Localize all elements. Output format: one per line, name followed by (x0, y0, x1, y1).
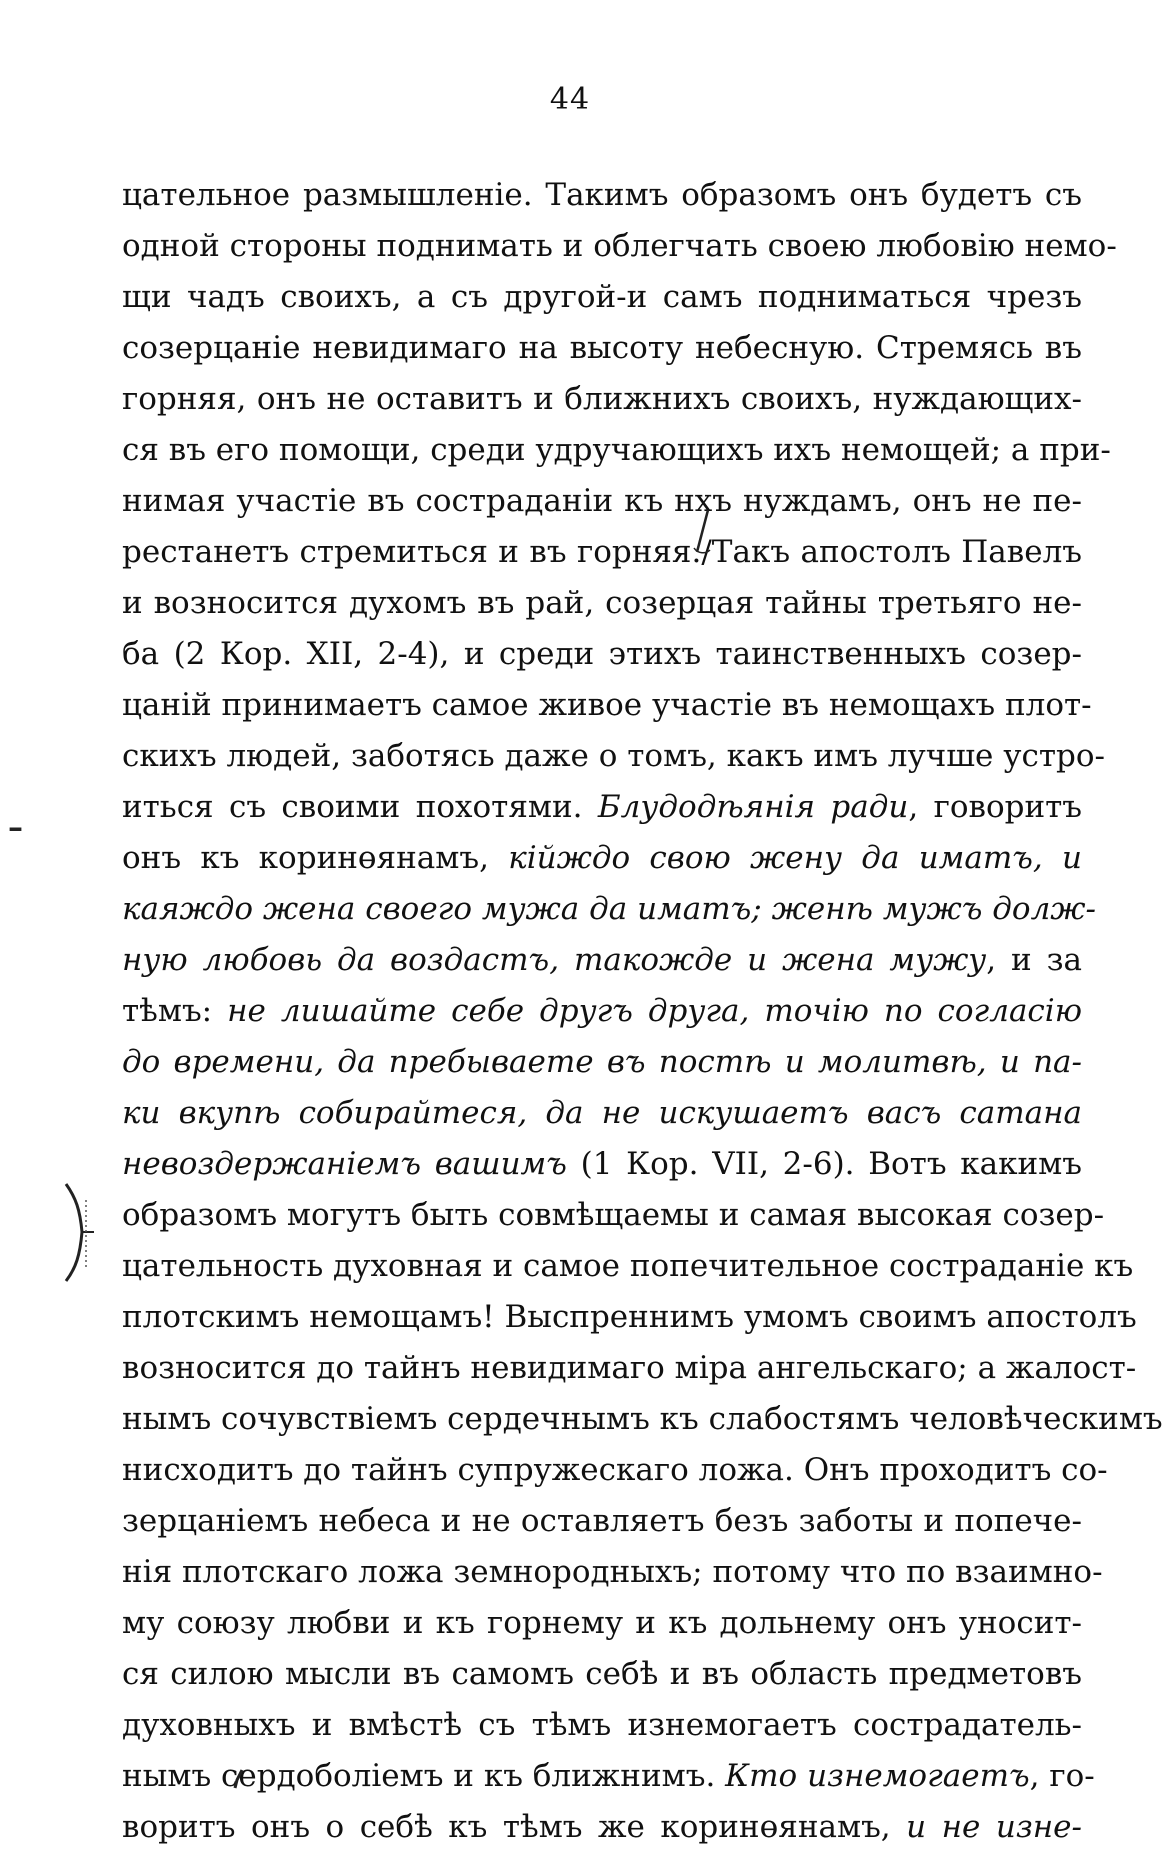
text-segment: скихъ людей, заботясь даже о томъ, какъ имъ лучше устро- (122, 738, 1105, 774)
italic-quote-segment: до времени, да пребываете въ постѣ и молитвѣ, и па- (122, 1044, 1082, 1080)
text-segment: нимая участіе въ состраданіи къ нхъ нуждамъ, онъ не пе- (122, 483, 1082, 519)
text-line (122, 629, 1082, 680)
text-segment: воритъ онъ о себѣ къ тѣмъ же коринөянамъ, (122, 1809, 907, 1845)
text-segment: , говоритъ (908, 789, 1082, 825)
text-segment: нисходитъ до тайнъ супружескаго ложа. Онъ проходитъ со- (122, 1452, 1108, 1488)
text-segment: нія плотскаго ложа земнородныхъ; потому что по взаимно- (122, 1554, 1103, 1590)
italic-quote-segment: невоздержаніемъ вашимъ (122, 1146, 567, 1182)
margin-bracket-mark (58, 1180, 98, 1285)
italic-quote-segment: Блудодѣянія ради (597, 789, 909, 825)
text-segment: зерцаніемъ небеса и не оставляетъ безъ заботы и попече- (122, 1503, 1082, 1539)
text-line (122, 170, 1082, 221)
text-segment: иться съ своими похотями. (122, 789, 598, 825)
text-line (122, 272, 1082, 323)
text-segment: цательное размышленіе. Такимъ образомъ онъ будетъ съ (122, 177, 1082, 213)
text-segment: духовныхъ и вмѣстѣ съ тѣмъ изнемогаетъ сострадатель- (122, 1707, 1082, 1743)
text-line (122, 1190, 1105, 1241)
italic-quote-segment: не лишайте себе другъ друга, точію по согласію (227, 993, 1082, 1029)
body-text (122, 170, 1163, 1853)
text-segment: нымъ сердоболіемъ и къ ближнимъ. (122, 1758, 726, 1794)
text-line (122, 578, 1082, 629)
text-segment: и возносится духомъ въ рай, созерцая тайны третьяго не- (122, 585, 1082, 621)
text-line (122, 1445, 1108, 1496)
text-line (122, 833, 1082, 884)
text-line (122, 1496, 1082, 1547)
text-line (122, 1802, 1082, 1853)
text-line (122, 1751, 1095, 1802)
italic-quote-segment: Кто изнемогаетъ (725, 1758, 1030, 1794)
text-line (122, 476, 1082, 527)
text-line (122, 1394, 1163, 1445)
text-segment: (1 Кор. VII, 2-6). Вотъ какимъ (566, 1146, 1082, 1182)
text-segment: образомъ могутъ быть совмѣщаемы и самая высокая созер- (122, 1197, 1105, 1233)
text-segment: , и за (986, 942, 1082, 978)
text-segment: одной стороны поднимать и облегчать своею любовію немо- (122, 228, 1117, 264)
text-segment: рестанетъ стремиться и въ горняя./Такъ апостолъ Павелъ (122, 534, 1082, 570)
text-segment: возносится до тайнъ невидимаго міра ангельскаго; а жалост- (122, 1350, 1137, 1386)
italic-quote-segment: кійждо свою жену да иматъ, и (508, 840, 1083, 876)
text-line (122, 680, 1092, 731)
text-line (122, 527, 1082, 578)
text-line (122, 1700, 1082, 1751)
text-line (122, 1241, 1134, 1292)
text-segment: , го- (1029, 1758, 1095, 1794)
text-segment: ся въ его помощи, среди удручающихъ ихъ немощей; а при- (122, 432, 1111, 468)
text-line (122, 935, 1082, 986)
text-line (122, 221, 1117, 272)
text-line (122, 323, 1082, 374)
text-line (122, 425, 1111, 476)
text-segment: цаній принимаетъ самое живое участіе въ немощахъ плот- (122, 687, 1092, 723)
italic-quote-segment: и не изне- (906, 1809, 1082, 1845)
page-number: 44 (549, 82, 591, 117)
text-segment: цательность духовная и самое попечительное состраданіе къ (122, 1248, 1134, 1284)
text-line (122, 374, 1082, 425)
text-line (122, 1598, 1082, 1649)
text-segment: тѣмъ: (122, 993, 228, 1029)
text-segment: щи чадъ своихъ, а съ другой-и самъ подниматься чрезъ (122, 279, 1082, 315)
text-segment: созерцаніе невидимаго на высоту небесную. Стремясь въ (122, 330, 1082, 366)
text-line (122, 1649, 1082, 1700)
text-line (122, 986, 1082, 1037)
italic-quote-segment: ки вкупѣ собирайтеся, да не искушаетъ васъ сатана (122, 1095, 1082, 1131)
ink-blot-mark (232, 1768, 246, 1792)
text-segment: онъ къ коринөянамъ, (122, 840, 509, 876)
text-segment: плотскимъ немощамъ! Выспреннимъ умомъ своимъ апостолъ (122, 1299, 1137, 1335)
text-line (122, 1343, 1137, 1394)
text-line (122, 782, 1082, 833)
handwritten-slash-mark (692, 508, 712, 556)
text-line (122, 1088, 1082, 1139)
text-segment: му союзу любви и къ горнему и къ дольнему онъ уносит- (122, 1605, 1082, 1641)
italic-quote-segment: ную любовь да воздастъ, такожде и жена мужу (122, 942, 987, 978)
text-line (122, 1037, 1082, 1088)
text-line (122, 731, 1105, 782)
text-line (122, 884, 1097, 935)
text-line (122, 1292, 1137, 1343)
text-segment: ба (2 Кор. XII, 2-4), и среди этихъ таинственныхъ созер- (122, 636, 1082, 672)
margin-dash-mark: – (8, 810, 23, 845)
text-segment: нымъ сочувствіемъ сердечнымъ къ слабостямъ человѣческимъ (122, 1401, 1163, 1437)
italic-quote-segment: каяждо жена своего мужа да иматъ; женѣ мужъ долж- (122, 891, 1097, 927)
text-line (122, 1547, 1103, 1598)
text-segment: ся силою мысли въ самомъ себѣ и въ область предметовъ (122, 1656, 1082, 1692)
text-segment: горняя, онъ не оставитъ и ближнихъ своихъ, нуждающих- (122, 381, 1082, 417)
text-line (122, 1139, 1082, 1190)
